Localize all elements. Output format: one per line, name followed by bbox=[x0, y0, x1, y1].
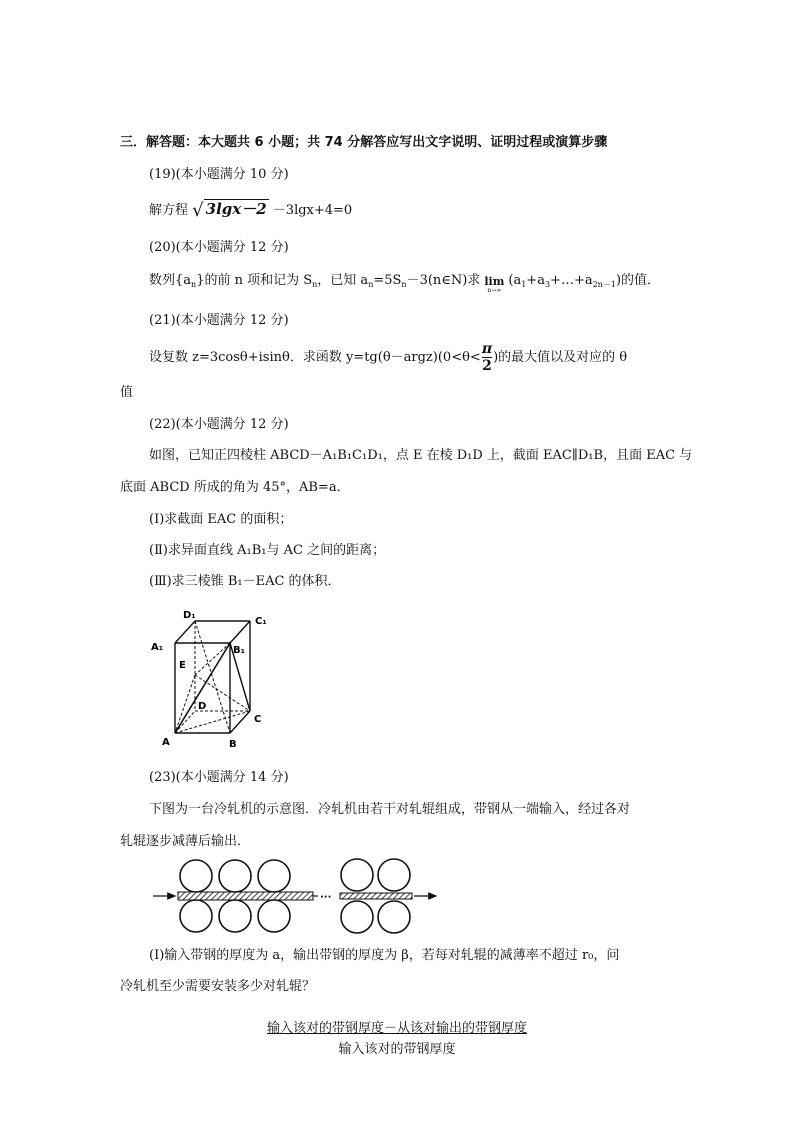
label-e: E bbox=[179, 660, 186, 671]
prism-figure bbox=[145, 605, 280, 755]
q20-text: +…+a bbox=[550, 273, 593, 288]
q23-line2: 轧辊逐步减薄后输出． bbox=[120, 834, 251, 849]
frac-numerator: π bbox=[481, 341, 493, 357]
edge-a1d1 bbox=[175, 621, 195, 643]
q23-part1-line1: (Ⅰ)输入带钢的厚度为 a，输出带钢的厚度为 β，若每对轧辊的减薄率不超过 r₀，问 bbox=[149, 948, 620, 963]
roller-top-icon bbox=[258, 860, 290, 892]
q21-header: (21)(本小题满分 12 分) bbox=[149, 313, 289, 328]
edge-b1c1 bbox=[230, 621, 250, 643]
label-a1: A₁ bbox=[151, 642, 164, 653]
q20-text: －3(n∈N)求 bbox=[406, 273, 481, 288]
q22-header: (22)(本小题满分 12 分) bbox=[149, 417, 289, 432]
roller-top-icon bbox=[180, 860, 212, 892]
q20-header: (20)(本小题满分 12 分) bbox=[149, 240, 289, 255]
diag-d1b-hidden bbox=[195, 621, 230, 733]
lim-top: lim bbox=[484, 275, 505, 288]
label-a: A bbox=[162, 737, 170, 748]
q20-text: (a bbox=[508, 273, 522, 288]
q20-text: }的前 n 项和记为 S bbox=[196, 273, 313, 288]
frac-denominator: 2 bbox=[482, 358, 492, 374]
lim-bottom: n→∞ bbox=[487, 287, 502, 294]
steel-strip-right bbox=[340, 893, 412, 899]
section-title: 三．解答题：本大题共 6 小题；共 74 分解答应写出文字说明、证明过程或演算步骤 bbox=[120, 135, 608, 150]
q22-line1: 如图，已知正四棱柱 ABCD－A₁B₁C₁D₁，点 E 在棱 D₁D 上，截面 EAC∥D₁B，且面 EAC 与 bbox=[149, 448, 693, 463]
q21-text: 设复数 z=3cosθ+isinθ．求函数 y=tg(θ－argz)(0<θ< bbox=[149, 350, 481, 365]
roller-bottom-icon bbox=[219, 900, 251, 932]
q23-header: (23)(本小题满分 14 分) bbox=[149, 770, 289, 785]
q19-radicand: 3lgx－2 bbox=[205, 200, 267, 218]
q20-text: ，已知 a bbox=[317, 273, 369, 288]
steel-strip-left bbox=[178, 892, 313, 900]
seg-ab1 bbox=[175, 643, 230, 733]
q20-sub: n bbox=[401, 280, 407, 289]
roller-bottom-icon bbox=[180, 900, 212, 932]
q20-sub: n bbox=[191, 280, 197, 289]
q19-prefix: 解方程 bbox=[149, 203, 189, 218]
q22-line2: 底面 ABCD 所成的角为 45°，AB=a． bbox=[120, 480, 350, 495]
label-c1: C₁ bbox=[255, 616, 267, 627]
formula-numerator: 输入该对的带钢厚度－从该对输出的带钢厚度 bbox=[266, 1021, 527, 1036]
q20-text: =5S bbox=[373, 273, 402, 288]
roller-top-icon bbox=[219, 860, 251, 892]
roller-bottom-icon bbox=[378, 901, 410, 933]
q23-part1-line2: 冷轧机至少需要安装多少对轧辊？ bbox=[120, 979, 316, 994]
label-d1: D₁ bbox=[183, 610, 196, 621]
sqrt-expression bbox=[192, 200, 269, 220]
q21-text: )的最大值以及对应的 θ bbox=[493, 350, 628, 365]
dots-ellipsis: ··· bbox=[320, 892, 332, 903]
q19-header: (19)(本小题满分 10 分) bbox=[149, 167, 289, 182]
sqrt-icon: √ bbox=[192, 200, 204, 221]
q20-sub: 2n－1 bbox=[592, 280, 616, 289]
roller-bottom-icon bbox=[258, 900, 290, 932]
q20-body bbox=[149, 272, 660, 294]
q20-text: )的值． bbox=[615, 273, 661, 288]
q22-part2: (Ⅱ)求异面直线 A₁B₁与 AC 之间的距离； bbox=[149, 543, 386, 558]
q19-equation bbox=[149, 200, 352, 220]
label-d: D bbox=[198, 701, 207, 712]
limit-symbol bbox=[484, 276, 504, 294]
q20-sub: 3 bbox=[544, 280, 551, 289]
roller-bottom-icon bbox=[341, 901, 373, 933]
q20-text: 数列{a bbox=[149, 273, 192, 288]
q19-suffix: －3lgx+4=0 bbox=[272, 203, 353, 218]
q22-part3: (Ⅲ)求三棱锥 B₁－EAC 的体积． bbox=[149, 574, 341, 589]
q20-sub: 1 bbox=[521, 280, 527, 289]
formula-denominator: 输入该对的带钢厚度 bbox=[338, 1042, 456, 1057]
label-b: B bbox=[229, 739, 237, 750]
roller-top-icon bbox=[341, 859, 373, 891]
q21-body bbox=[149, 340, 627, 376]
q23-line1: 下图为一台冷轧机的示意图．冷轧机由若干对轧辊组成，带钢从一端输入，经过各对 bbox=[149, 802, 631, 817]
roller-top-icon bbox=[378, 859, 410, 891]
fraction-pi-over-2 bbox=[482, 341, 492, 374]
q22-part1: (Ⅰ)求截面 EAC 的面积； bbox=[149, 512, 293, 527]
q21-continuation: 值 bbox=[120, 385, 134, 400]
q20-sub: n bbox=[368, 280, 374, 289]
rolling-mill-figure bbox=[148, 855, 443, 937]
q20-text: +a bbox=[526, 273, 545, 288]
label-c: C bbox=[254, 714, 262, 725]
q20-sub: n bbox=[312, 280, 318, 289]
label-b1: B₁ bbox=[233, 645, 246, 656]
